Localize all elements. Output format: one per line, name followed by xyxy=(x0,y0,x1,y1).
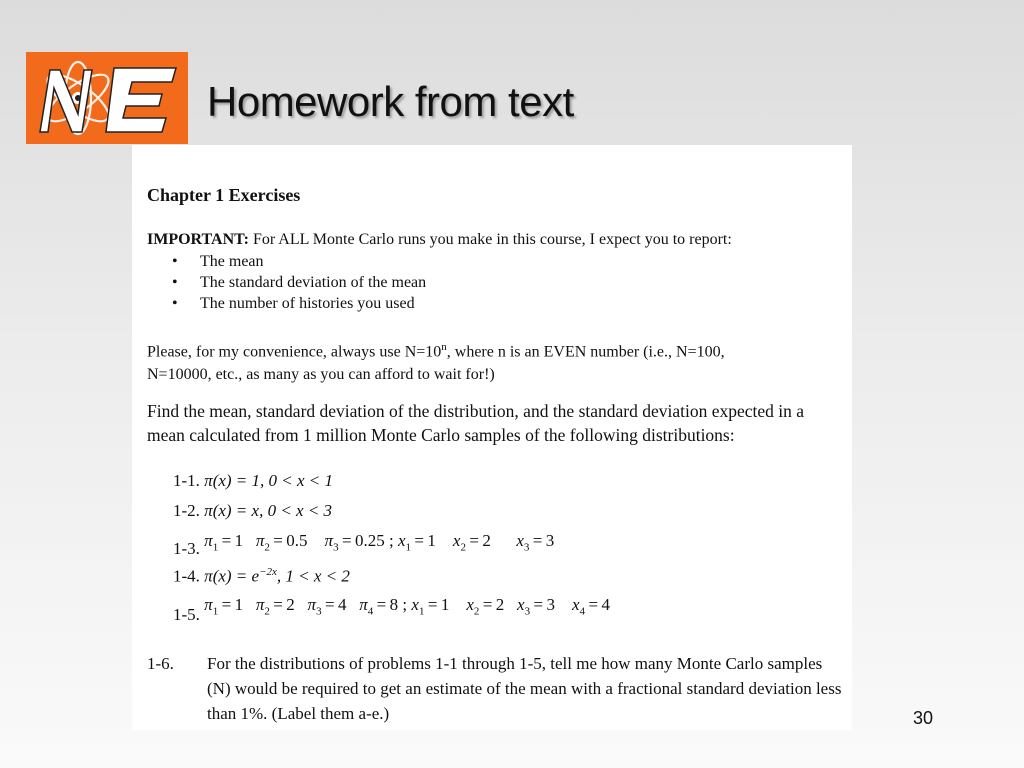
problem-1-1 xyxy=(173,471,333,491)
problem-1-4 xyxy=(173,566,350,587)
convenience-text: Please, for my convenience, always use N=10 xyxy=(147,343,442,361)
problem-1-2 xyxy=(173,501,332,521)
bullet-text: The number of histories you used xyxy=(200,295,415,312)
problem-expression: π(x) = 1, 0 < x < 1 xyxy=(204,471,334,490)
department-logo xyxy=(26,52,188,144)
bullet-dot-icon: • xyxy=(172,295,178,312)
important-text: For ALL Monte Carlo runs you make in this course, I expect you to report: xyxy=(248,231,732,248)
important-note xyxy=(147,231,732,249)
problem-expression: $\pi_1 = 1$ $\pi_2 = 2$ $\pi_3 = 4$ $\pi_4 = 8$ ; $x_1 = 1$ $x_2 = 2$ $x_3 = 3$ $x_4 = 4$ xyxy=(204,595,610,618)
bullet-dot-icon: • xyxy=(172,253,178,270)
bullet-dot-icon: • xyxy=(172,274,178,291)
problem-1-3 xyxy=(173,531,555,558)
instructions-paragraph: Find the mean, standard deviation of the distribution, and the standard deviation expected in a mean calculated from 1 million Monte Carlo samples of the following distributions: xyxy=(147,401,805,445)
problem-expression: , 1 < x < 2 xyxy=(276,566,350,586)
question-text: For the distributions of problems 1-1 through 1-5, tell me how many Monte Carlo samples (N) would be required to get an estimate of the mean with a fractional standard deviation less than 1%. (Label them a-e.) xyxy=(207,654,842,723)
bullet-item xyxy=(172,274,426,292)
bullet-item xyxy=(172,253,264,271)
bullet-item xyxy=(172,295,415,313)
problem-label: 1-2. xyxy=(173,501,200,520)
problem-label: 1-3. xyxy=(173,539,200,558)
problem-expression: $\pi_1 = 1$ $\pi_2 = 0.5$ $\pi_3 = 0.25$ ; $x_1 = 1$ $x_2 = 2$ $x_3 = 3$ xyxy=(204,531,555,554)
problem-label: 1-1. xyxy=(173,471,200,490)
atom-logo-icon xyxy=(26,52,188,144)
important-label: IMPORTANT: xyxy=(147,231,249,248)
problem-1-5 xyxy=(173,595,610,624)
question-label: 1-6. xyxy=(147,654,174,673)
problem-expression: π(x) = x, 0 < x < 3 xyxy=(204,501,333,520)
problem-label: 1-4. xyxy=(173,566,200,586)
page-number: 30 xyxy=(913,708,934,728)
slide-title: Homework from text xyxy=(207,78,574,125)
problem-expression: π(x) = e xyxy=(204,566,260,586)
bullet-text: The mean xyxy=(200,253,264,270)
convenience-text: , where n is an EVEN number (i.e., N=100, xyxy=(446,343,725,361)
problem-exponent: −2x xyxy=(259,566,277,578)
bullet-text: The standard deviation of the mean xyxy=(200,274,427,291)
problem-label: 1-5. xyxy=(173,605,200,624)
textbook-excerpt xyxy=(132,145,852,730)
convenience-text: N=10000, etc., as many as you can afford to wait for!) xyxy=(147,366,495,384)
convenience-exponent: n xyxy=(441,341,447,353)
question-1-6 xyxy=(147,651,852,731)
chapter-heading: Chapter 1 Exercises xyxy=(147,185,301,205)
convenience-paragraph xyxy=(147,336,725,386)
